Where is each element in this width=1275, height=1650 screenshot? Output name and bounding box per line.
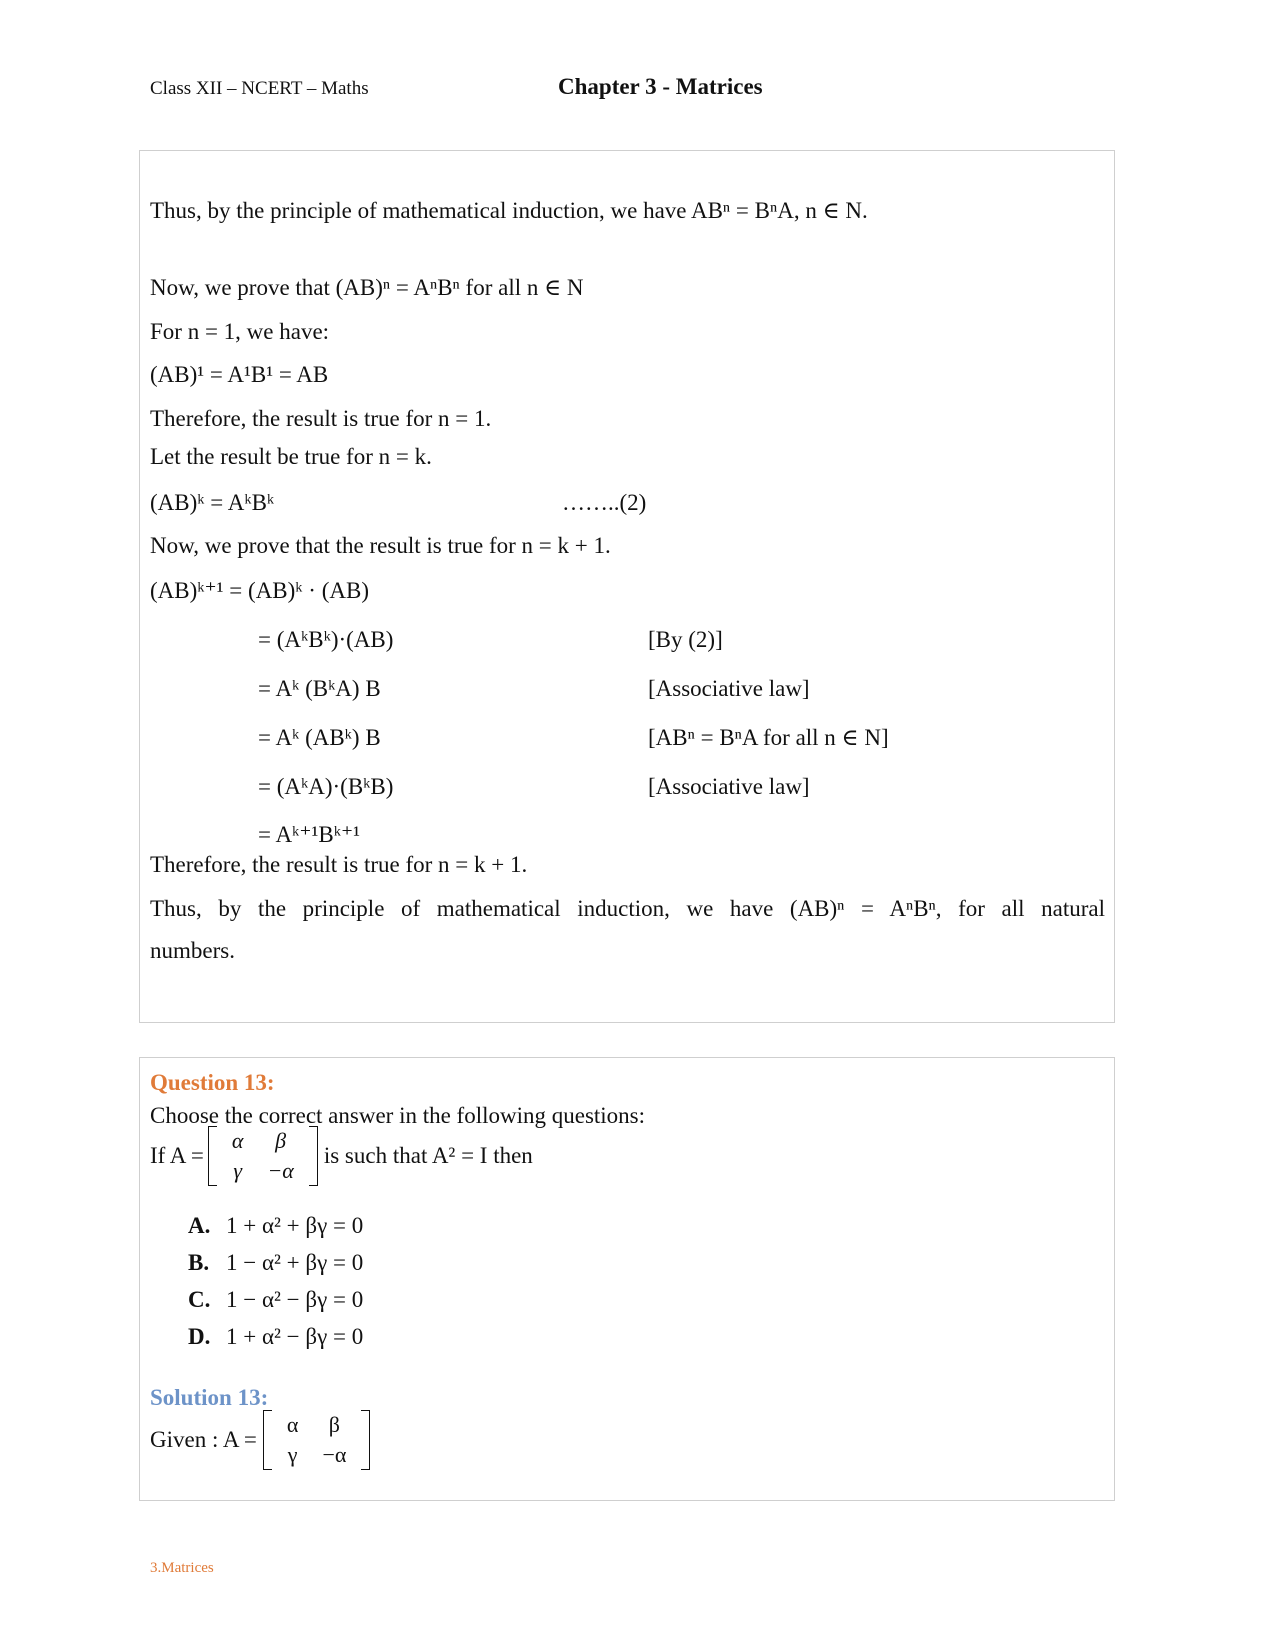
option-text: 1 − α² − βγ = 0 — [226, 1287, 364, 1312]
matrix-cell: β — [275, 1128, 287, 1153]
question-if-suffix: is such that A² = I then — [323, 1143, 533, 1168]
footer-label: 3.Matrices — [150, 1560, 214, 1576]
question-statement — [150, 1126, 533, 1186]
option-a[interactable] — [188, 1213, 363, 1239]
equation-tag-2: ……..(2) — [562, 490, 647, 515]
proof-line-1: Thus, by the principle of mathematical induction, we have ABⁿ = BⁿA, n ∈ N. — [150, 198, 868, 223]
option-text: 1 + α² − βγ = 0 — [226, 1324, 364, 1349]
proof-step-4: = (AᵏA)·(BᵏB) — [258, 774, 394, 799]
chapter-title: Chapter 3 - Matrices — [558, 74, 763, 99]
proof-line-9: (AB)ᵏ⁺¹ = (AB)ᵏ · (AB) — [150, 578, 369, 603]
proof-line-2: Now, we prove that (AB)ⁿ = AⁿBⁿ for all n ∈ N — [150, 275, 584, 300]
option-label: D. — [188, 1324, 211, 1349]
proof-line-6: Let the result be true for n = k. — [150, 444, 432, 469]
matrix-cell: γ — [233, 1158, 242, 1183]
solution-matrix-a — [263, 1410, 370, 1470]
proof-step-1-reason: [By (2)] — [648, 627, 723, 652]
proof-conclusion-end: numbers. — [150, 938, 235, 963]
header-class-label: Class XII – NCERT – Maths — [150, 78, 369, 99]
option-b[interactable] — [188, 1250, 363, 1276]
matrix-cell: α — [286, 1412, 299, 1437]
matrix-cell: −α — [267, 1158, 294, 1183]
option-c[interactable] — [188, 1287, 363, 1313]
matrix-cell: γ — [287, 1442, 298, 1467]
solution-heading: Solution 13: — [150, 1385, 269, 1410]
matrix-cell: β — [328, 1412, 340, 1437]
proof-step-1: = (AᵏBᵏ)·(AB) — [258, 627, 394, 652]
proof-line-8: Now, we prove that the result is true for n = k + 1. — [150, 533, 611, 558]
proof-step-5: = Aᵏ⁺¹Bᵏ⁺¹ — [258, 822, 360, 847]
matrix-a — [208, 1126, 318, 1186]
proof-step-3: = Aᵏ (ABᵏ) B — [258, 725, 381, 750]
question-if-prefix: If A = — [150, 1143, 204, 1168]
proof-step-2-reason: [Associative law] — [648, 676, 810, 701]
option-label: A. — [188, 1213, 211, 1238]
matrix-cell: α — [231, 1128, 244, 1153]
proof-step-2: = Aᵏ (BᵏA) B — [258, 676, 381, 701]
question-prompt: Choose the correct answer in the following questions: — [150, 1103, 646, 1128]
option-label: C. — [188, 1287, 211, 1312]
proof-conclusion: Thus, by the principle of mathematical induction, we have (AB)ⁿ = AⁿBⁿ, for all natural — [150, 896, 1105, 921]
proof-step-4-reason: [Associative law] — [648, 774, 810, 799]
proof-line-15: Therefore, the result is true for n = k + 1. — [150, 852, 528, 877]
proof-step-3-reason: [ABⁿ = BⁿA for all n ∈ N] — [648, 725, 889, 750]
option-text: 1 + α² + βγ = 0 — [226, 1213, 364, 1238]
option-text: 1 − α² + βγ = 0 — [226, 1250, 364, 1275]
question-heading: Question 13: — [150, 1070, 275, 1095]
option-d[interactable] — [188, 1324, 363, 1350]
matrix-cell: −α — [322, 1442, 347, 1467]
proof-line-5: Therefore, the result is true for n = 1. — [150, 406, 492, 431]
proof-line-4: (AB)¹ = A¹B¹ = AB — [150, 362, 329, 387]
solution-given-prefix: Given : A = — [150, 1427, 257, 1452]
option-label: B. — [188, 1250, 210, 1275]
proof-line-3: For n = 1, we have: — [150, 319, 330, 344]
solution-given — [150, 1410, 370, 1470]
proof-line-7: (AB)ᵏ = AᵏBᵏ — [150, 490, 275, 515]
